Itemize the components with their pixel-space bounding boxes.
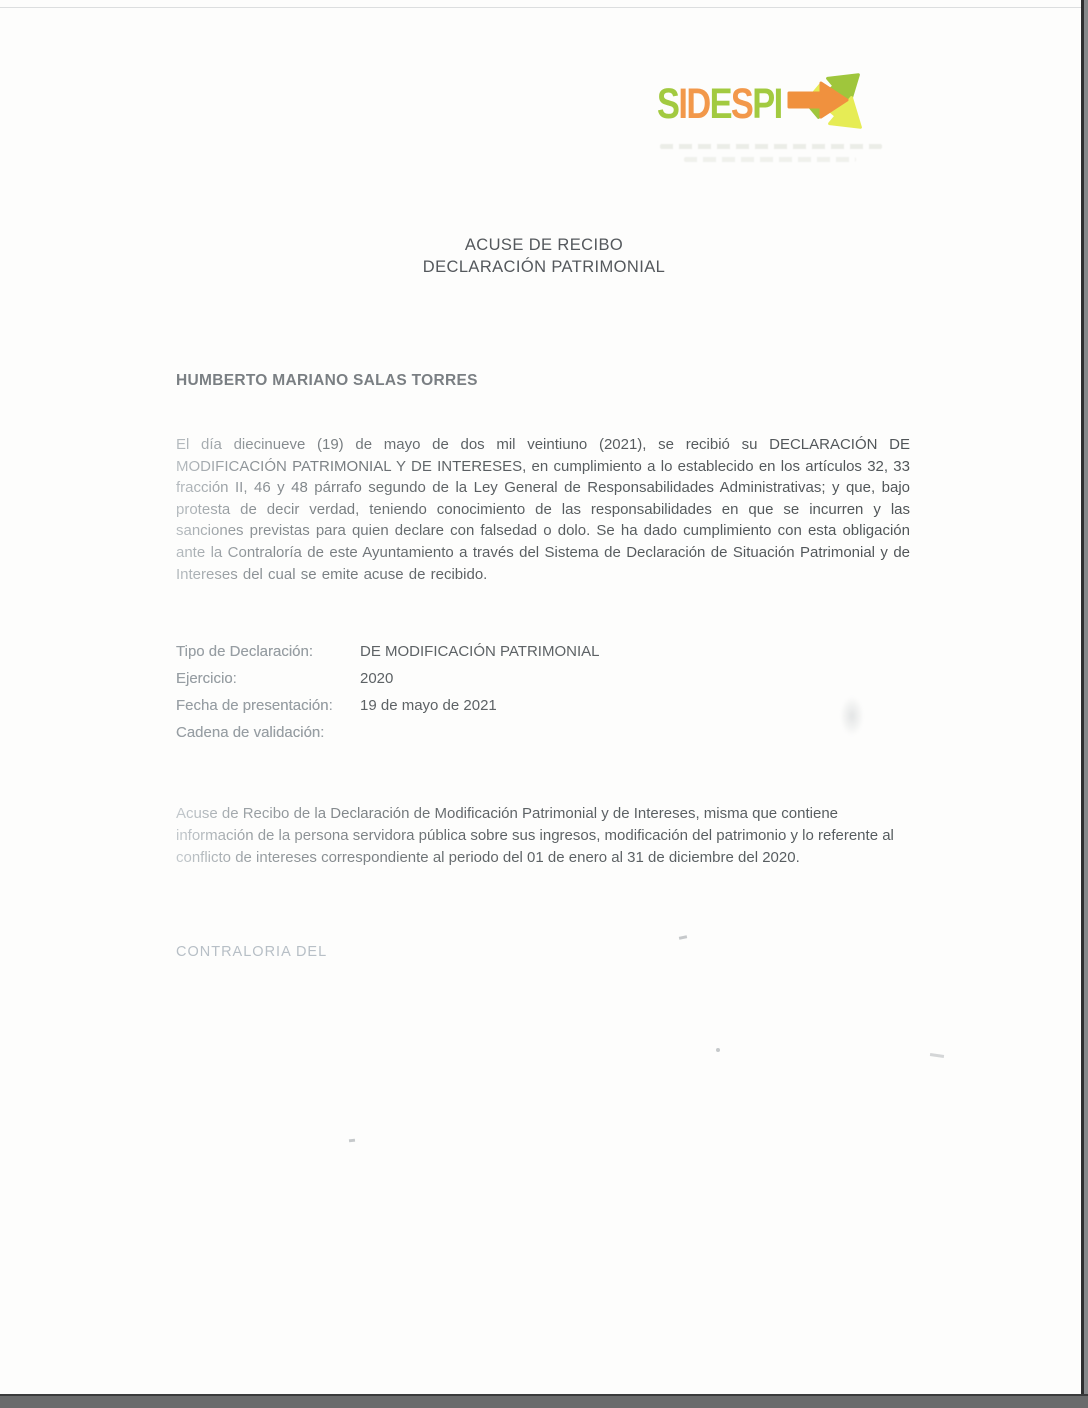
detail-label: Cadena de validación:: [176, 724, 325, 741]
logo-tagline-faint: [684, 157, 856, 162]
scan-right-edge-shadow: [1084, 0, 1088, 1408]
detail-row-cadena: [176, 724, 796, 751]
logo-tagline-faint: [660, 144, 882, 149]
detail-row-tipo: [176, 643, 796, 670]
scan-speck: [679, 935, 687, 940]
scan-speck: [716, 1048, 720, 1052]
detail-value: DE MODIFICACIÓN PATRIMONIAL: [360, 643, 600, 660]
logo-letter: P: [752, 80, 774, 128]
detail-value: 2020: [360, 670, 394, 687]
body-paragraph: El día diecinueve (19) de mayo de dos mil veintiuno (2021), se recibió su DECLARACIÓN DE MODIFICACIÓN PATRIMONIAL Y DE INTERESES, en cumplimiento a lo establecido en los artículos 32, 33 fracción II, 46 y 48 párrafo segundo de la Ley General de Responsabilidades Administrativas; y que, bajo protesta de decir verdad, teniendo conocimiento de las responsabilidades en que se incurren y las sanciones previstas para quien declare con falsedad o dolo. Se ha dado cumplimiento con esta obligación ante la Contraloría de este Ayuntamiento a través del Sistema de Declaración de Situación Patrimonial y de Intereses del cual se emite acuse de recibido.: [176, 434, 910, 585]
scan-speck: [930, 1053, 944, 1058]
logo-letter: S: [657, 80, 679, 128]
detail-row-ejercicio: [176, 670, 796, 697]
recipient-name: HUMBERTO MARIANO SALAS TORRES: [176, 372, 478, 389]
logo-arrows-icon: [786, 54, 876, 142]
description-paragraph: Acuse de Recibo de la Declaración de Modificación Patrimonial y de Intereses, misma que contiene información de la persona servidora pública sobre sus ingresos, modificación del patrimonio y lo referente al conflicto de intereses correspondiente al periodo del 01 de enero al 31 de diciembre del 2020.: [176, 803, 906, 869]
document-title: [0, 234, 1088, 278]
sidespi-logo-wordmark: [657, 80, 782, 129]
detail-value: 19 de mayo de 2021: [360, 697, 497, 714]
detail-row-fecha: [176, 697, 796, 724]
scan-speck: [349, 1139, 355, 1143]
detail-label: Ejercicio:: [176, 670, 237, 687]
logo-letter: I: [773, 80, 782, 128]
detail-label: Tipo de Declaración:: [176, 643, 314, 660]
declaration-details: [176, 643, 796, 751]
scan-smudge: [840, 696, 864, 736]
title-line-2: DECLARACIÓN PATRIMONIAL: [422, 258, 666, 276]
logo-letter: I: [678, 80, 687, 128]
scan-bottom-band: [0, 1394, 1088, 1408]
title-line-1: ACUSE DE RECIBO: [464, 236, 624, 254]
logo-letter: E: [709, 80, 731, 128]
scan-top-edge-line: [0, 7, 1088, 8]
logo-letter: S: [730, 80, 753, 128]
issuer-line: CONTRALORIA DEL: [176, 944, 328, 960]
logo-letter: D: [686, 80, 710, 128]
detail-label: Fecha de presentación:: [176, 697, 333, 714]
